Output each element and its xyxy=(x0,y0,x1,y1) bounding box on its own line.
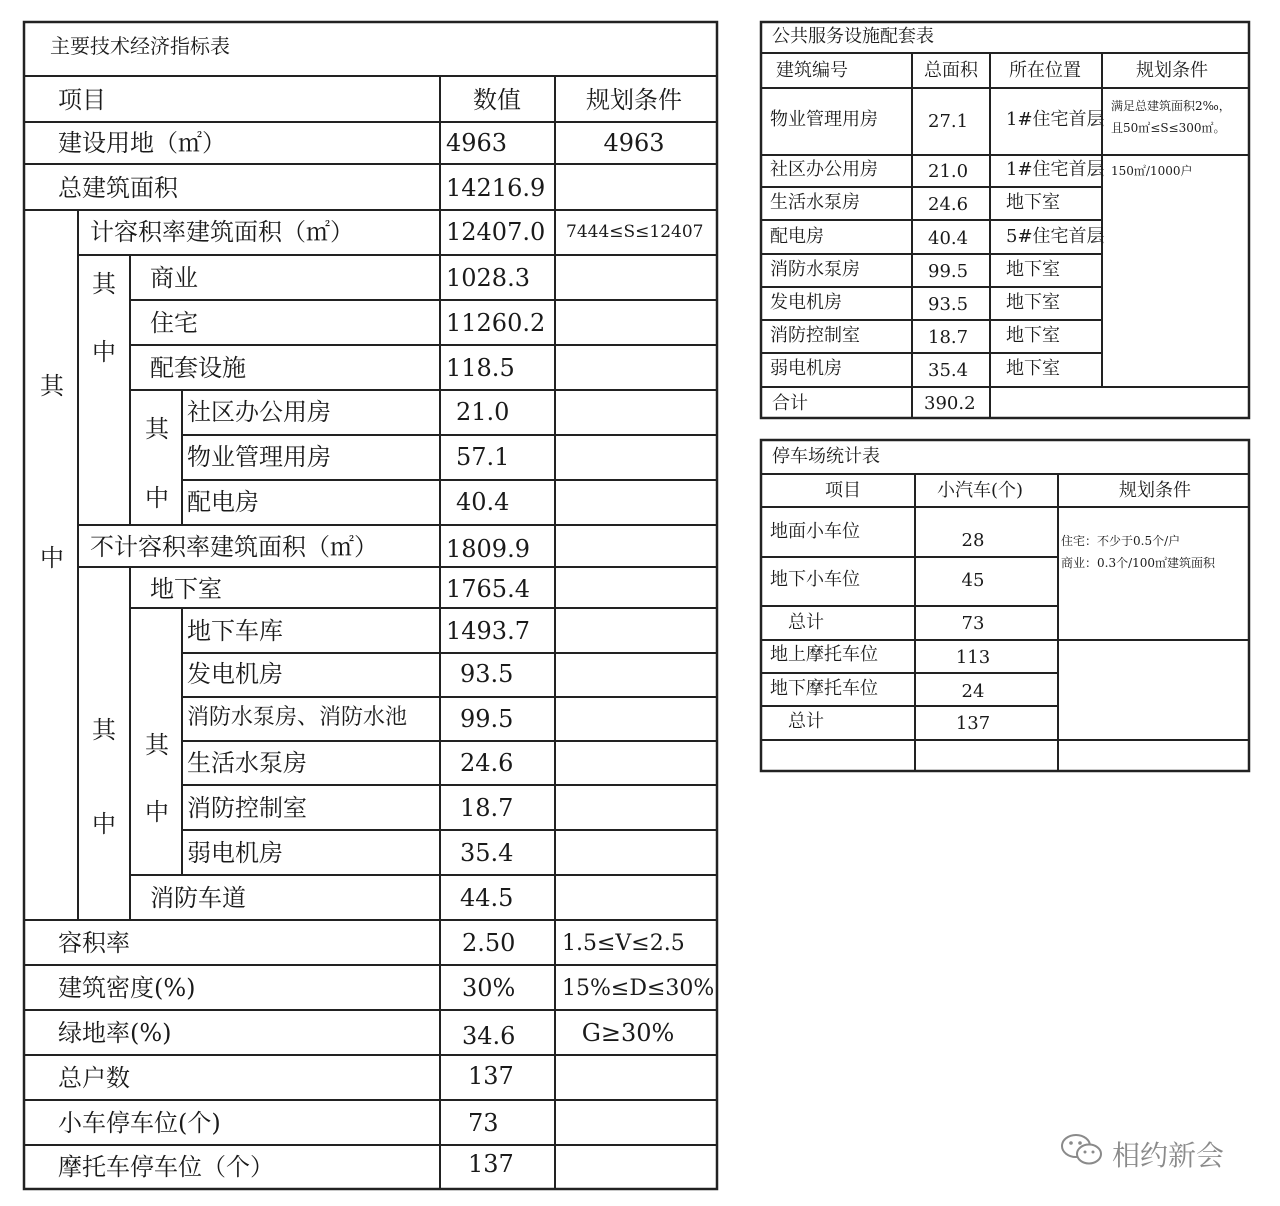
facility-row-area: 99.5 xyxy=(928,261,969,282)
watermark xyxy=(1060,1132,1224,1175)
facility-header-code: 建筑编号 xyxy=(776,60,848,81)
row-label-moto-parking: 摩托车停车位（个） xyxy=(58,1153,274,1181)
facility-row-name: 消防水泵房 xyxy=(770,259,860,280)
row-value-community-office: 21.0 xyxy=(456,398,510,426)
row-label-households: 总户数 xyxy=(58,1064,130,1092)
row-label-far: 容积率 xyxy=(58,929,130,957)
row-value-density: 30% xyxy=(462,974,516,1002)
header-value: 数值 xyxy=(473,86,521,114)
row-label-fire-control: 消防控制室 xyxy=(187,794,307,822)
facility-total-label: 合计 xyxy=(772,393,808,414)
row-value-households: 137 xyxy=(468,1062,514,1090)
row-label-water-pump: 生活水泵房 xyxy=(187,749,307,777)
row-condition-far: 1.5≤V≤2.5 xyxy=(562,931,685,956)
group-char-zhong-non-far: 中 xyxy=(92,810,116,838)
facility-row-location: 5#住宅首层 xyxy=(1006,226,1105,247)
facility-row-name: 消防控制室 xyxy=(770,325,860,346)
row-value-fire-control: 18.7 xyxy=(460,794,514,822)
row-label-basement: 地下室 xyxy=(150,575,222,603)
parking-row-label: 地下摩托车位 xyxy=(770,678,878,699)
facility-row-location: 地下室 xyxy=(1006,358,1060,379)
facility-table-title: 公共服务设施配套表 xyxy=(772,26,934,47)
parking-row-label: 地上摩托车位 xyxy=(770,644,878,665)
row-value-basement: 1765.4 xyxy=(446,575,530,603)
row-value-green: 34.6 xyxy=(462,1022,516,1050)
row-label-land: 建设用地（㎡） xyxy=(58,129,226,157)
group-char-qi-non-far: 其 xyxy=(92,716,116,744)
group-char-qi-far: 其 xyxy=(92,270,116,298)
row-label-property-mgmt: 物业管理用房 xyxy=(187,443,331,471)
group-char-qi-facilities: 其 xyxy=(145,415,169,443)
row-value-garage: 1493.7 xyxy=(446,617,530,645)
parking-header-item: 项目 xyxy=(825,480,861,501)
row-label-generator: 发电机房 xyxy=(187,660,283,688)
facility-row-area: 21.0 xyxy=(928,161,969,182)
parking-row-label: 地面小车位 xyxy=(770,521,860,542)
row-label-green: 绿地率(%) xyxy=(58,1019,172,1047)
parking-row-count: 28 xyxy=(961,530,985,551)
facility-header-condition: 规划条件 xyxy=(1136,60,1208,81)
facility-row-location: 地下室 xyxy=(1006,192,1060,213)
row-condition-green: G≥30% xyxy=(581,1019,675,1047)
facility-row-condition: 满足总建筑面积2‰， xyxy=(1111,99,1231,113)
row-condition-density: 15%≤D≤30% xyxy=(562,976,715,1001)
facility-header-area: 总面积 xyxy=(924,60,978,81)
row-value-power-room: 40.4 xyxy=(456,488,510,516)
parking-row-count: 113 xyxy=(955,647,991,668)
facility-row-area: 40.4 xyxy=(928,228,969,249)
row-value-generator: 93.5 xyxy=(460,660,514,688)
row-condition-far-area: 7444≤S≤12407 xyxy=(566,222,704,242)
facility-row-name: 生活水泵房 xyxy=(770,192,860,213)
header-item: 项目 xyxy=(58,86,106,114)
facility-header-location: 所在位置 xyxy=(1009,60,1081,81)
row-label-commercial: 商业 xyxy=(150,264,198,292)
parking-header-condition: 规划条件 xyxy=(1119,480,1191,501)
facility-row-location: 地下室 xyxy=(1006,259,1060,280)
row-value-moto-parking: 137 xyxy=(468,1150,514,1178)
parking-row-count: 73 xyxy=(961,613,985,634)
row-value-non-far-area: 1809.9 xyxy=(446,535,530,563)
parking-row-count: 137 xyxy=(955,713,991,734)
parking-row-count: 24 xyxy=(961,681,985,702)
row-condition-land: 4963 xyxy=(603,129,665,157)
facility-row-area: 24.6 xyxy=(928,194,969,215)
row-value-commercial: 1028.3 xyxy=(446,264,530,292)
parking-table-title: 停车场统计表 xyxy=(772,446,880,467)
row-label-community-office: 社区办公用房 xyxy=(187,398,331,426)
main-table-title: 主要技术经济指标表 xyxy=(50,34,230,58)
facility-row-area: 35.4 xyxy=(928,360,969,381)
row-value-water-pump: 24.6 xyxy=(460,749,514,777)
parking-condition-residential: 住宅：不少于0.5个/户 xyxy=(1061,534,1181,548)
row-value-total-area: 14216.9 xyxy=(446,174,546,202)
group-char-qi-outer: 其 xyxy=(40,372,64,400)
row-label-fire-pump: 消防水泵房、消防水池 xyxy=(187,705,408,730)
facility-row-area: 93.5 xyxy=(928,294,969,315)
row-label-fire-lane: 消防车道 xyxy=(150,884,246,912)
row-value-property-mgmt: 57.1 xyxy=(456,443,510,471)
facility-row-location: 1#住宅首层 xyxy=(1006,159,1105,180)
parking-row-label: 地下小车位 xyxy=(770,569,860,590)
facility-total-area: 390.2 xyxy=(924,393,976,414)
facility-row-name: 弱电机房 xyxy=(770,358,842,379)
row-label-total-area: 总建筑面积 xyxy=(58,174,178,202)
facility-row-name: 发电机房 xyxy=(770,292,842,313)
row-value-residential: 11260.2 xyxy=(446,309,546,337)
header-condition: 规划条件 xyxy=(586,86,682,114)
wechat-icon xyxy=(1060,1132,1104,1175)
group-char-zhong-far: 中 xyxy=(92,338,116,366)
group-char-zhong-facilities: 中 xyxy=(145,484,169,512)
parking-row-count: 45 xyxy=(961,570,985,591)
row-label-car-parking: 小车停车位(个) xyxy=(58,1109,221,1137)
facility-row-area: 18.7 xyxy=(928,327,969,348)
facility-row-location: 地下室 xyxy=(1006,292,1060,313)
row-label-weak-current: 弱电机房 xyxy=(187,839,283,867)
row-value-weak-current: 35.4 xyxy=(460,839,514,867)
facility-row-location: 地下室 xyxy=(1006,325,1060,346)
facility-row-condition: 且50㎡≤S≤300㎡。 xyxy=(1111,121,1226,135)
facility-row-name: 配电房 xyxy=(770,226,824,247)
facility-row-name: 社区办公用房 xyxy=(770,159,878,180)
row-label-facilities: 配套设施 xyxy=(150,354,246,382)
group-char-zhong-basement: 中 xyxy=(145,798,169,826)
row-label-density: 建筑密度(%) xyxy=(58,974,196,1002)
row-label-far-area: 计容积率建筑面积（㎡） xyxy=(90,218,354,246)
facility-row-location: 1#住宅首层 xyxy=(1006,109,1105,130)
group-char-qi-basement: 其 xyxy=(145,731,169,759)
parking-row-label: 总计 xyxy=(788,612,824,633)
row-label-power-room: 配电房 xyxy=(187,488,259,516)
row-label-garage: 地下车库 xyxy=(187,617,283,645)
row-label-non-far-area: 不计容积率建筑面积（㎡） xyxy=(90,533,378,561)
row-value-far-area: 12407.0 xyxy=(446,218,546,246)
group-char-zhong-outer: 中 xyxy=(40,544,64,572)
facility-row-condition: 150㎡/1000户 xyxy=(1111,164,1193,178)
row-value-car-parking: 73 xyxy=(468,1109,499,1137)
row-label-residential: 住宅 xyxy=(150,309,198,337)
row-value-fire-lane: 44.5 xyxy=(460,884,514,912)
facility-row-name: 物业管理用房 xyxy=(770,109,878,130)
row-value-far: 2.50 xyxy=(462,929,516,957)
facility-row-area: 27.1 xyxy=(928,111,969,132)
watermark-text: 相约新会 xyxy=(1112,1138,1225,1172)
row-value-fire-pump: 99.5 xyxy=(460,705,514,733)
row-value-land: 4963 xyxy=(446,129,508,157)
row-value-facilities: 118.5 xyxy=(446,354,515,382)
parking-condition-commercial: 商业：0.3个/100㎡建筑面积 xyxy=(1061,556,1216,570)
parking-row-label: 总计 xyxy=(788,711,824,732)
parking-header-count: 小汽车(个) xyxy=(936,480,1024,501)
